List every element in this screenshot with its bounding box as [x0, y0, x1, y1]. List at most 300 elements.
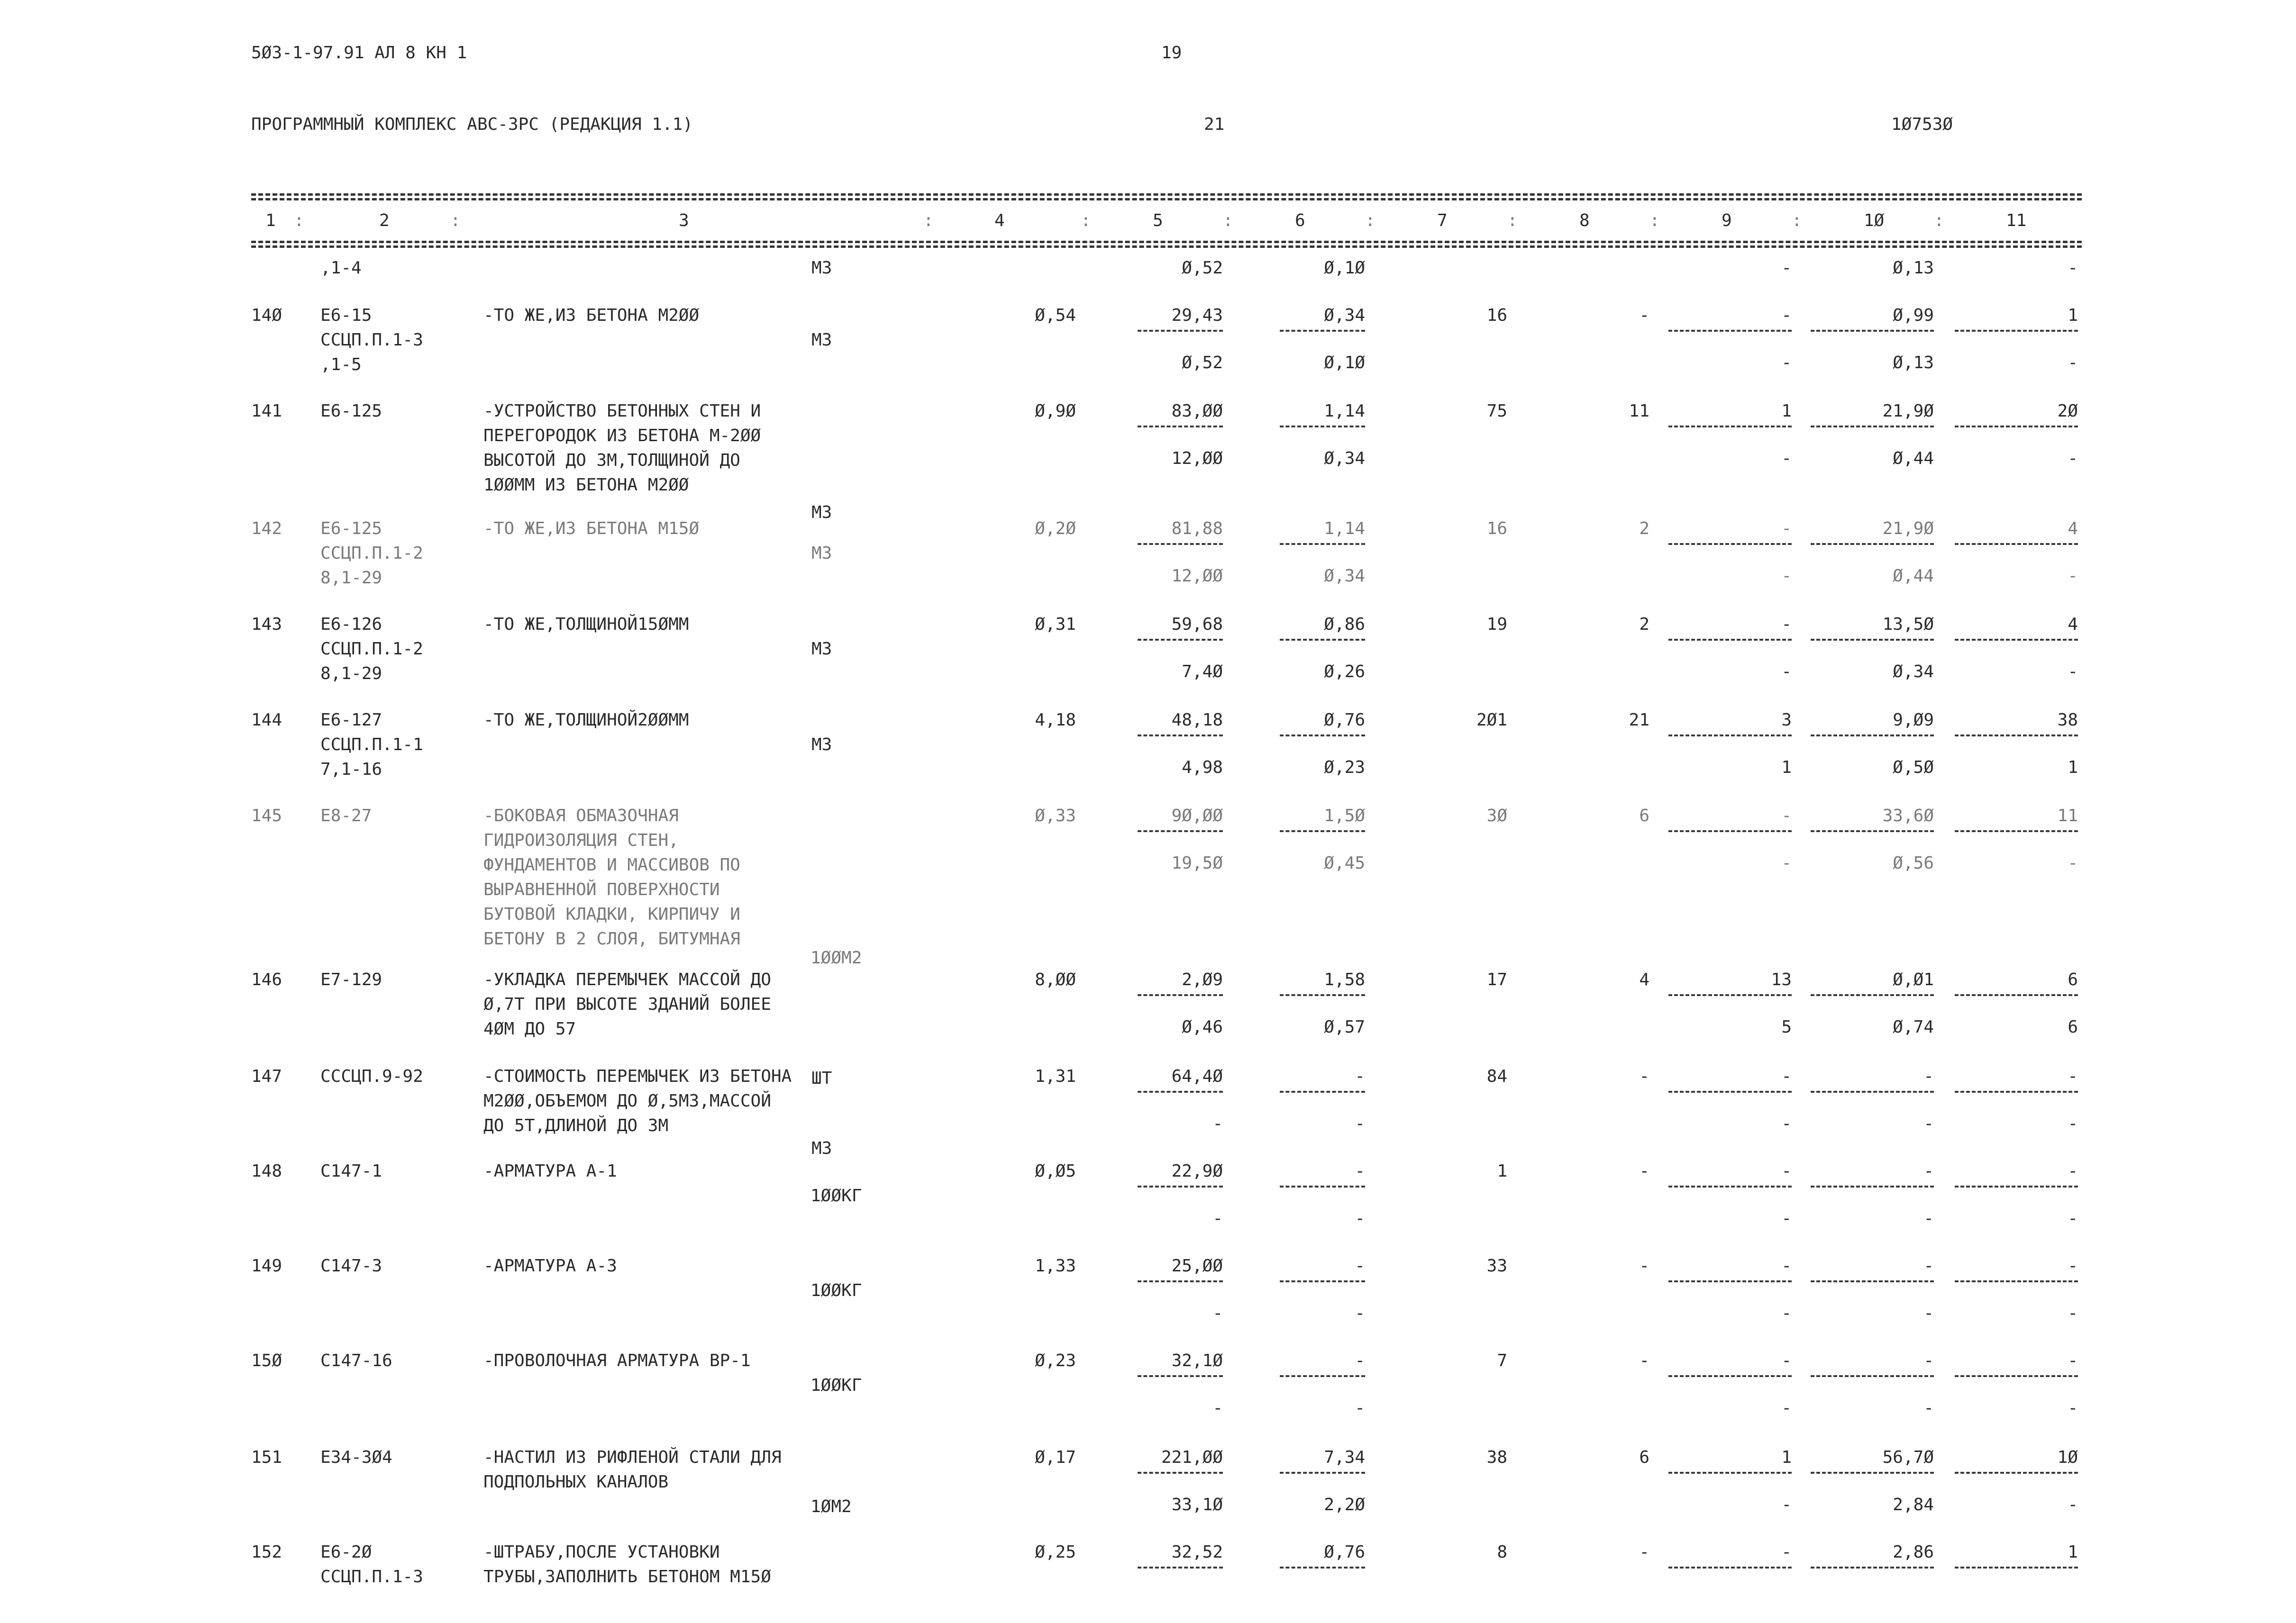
work-description: -ТО ЖЕ,ИЗ БЕТОНА М15Ø [483, 519, 700, 538]
value-c10: Ø,99 [1893, 306, 1934, 325]
row-number: 14Ø [251, 306, 282, 325]
value-c5: 59,68 [1171, 615, 1223, 634]
norm-code: С147-16 [320, 1351, 392, 1370]
work-description: -ШТРАБУ,ПОСЛЕ УСТАНОВКИ [483, 1542, 720, 1562]
value-underline [1280, 830, 1365, 832]
norm-code: Е6-15 [320, 306, 372, 325]
value-underline [1811, 639, 1934, 641]
column-separator: : [450, 211, 461, 230]
value-c4: Ø,31 [1035, 615, 1076, 634]
unit-of-measure: М3 [811, 735, 832, 754]
value-underline [1955, 1280, 2078, 1282]
value-c8: 4 [1639, 970, 1649, 989]
value-c10: 33,6Ø [1882, 806, 1934, 825]
value-c5: 64,4Ø [1171, 1067, 1223, 1086]
norm-code: 7,1-16 [320, 760, 383, 779]
value-c8: - [1639, 1067, 1649, 1086]
value-c4: Ø,17 [1035, 1448, 1076, 1467]
value-c8: 6 [1639, 806, 1649, 825]
work-description: -ТО ЖЕ,ИЗ БЕТОНА М2ØØ [483, 306, 700, 325]
unit-of-measure: 1ØØКГ [811, 1186, 862, 1206]
value-c5: Ø,52 [1182, 258, 1223, 278]
work-description: ВЫРАВНЕННОЙ ПОВЕРХНОСТИ [483, 880, 720, 899]
value-c6: 1,58 [1324, 970, 1365, 989]
value-c7: 1 [1497, 1161, 1507, 1181]
work-description: ПЕРЕГОРОДОК ИЗ БЕТОНА М-2ØØ [483, 426, 761, 445]
column-header: 6 [1295, 211, 1305, 230]
column-header: 2 [379, 211, 390, 230]
row-number: 142 [251, 519, 282, 538]
column-separator: : [1081, 211, 1091, 230]
column-separator: : [1792, 211, 1802, 230]
norm-code: ССЦП.П.1-2 [320, 639, 423, 659]
row-number: 15Ø [251, 1351, 282, 1370]
value-sub-c6: - [1355, 1398, 1365, 1418]
value-sub-c9: - [1781, 853, 1792, 873]
norm-code: ССЦП.П.1-3 [320, 1567, 423, 1587]
value-sub-c6: Ø,45 [1324, 853, 1365, 873]
value-c6: 1,5Ø [1324, 806, 1365, 825]
value-underline [1955, 1186, 2078, 1188]
value-underline [1668, 330, 1792, 332]
value-c4: 8,ØØ [1035, 970, 1076, 989]
value-c9: - [1781, 1256, 1792, 1276]
value-sub-c11: - [2068, 1398, 2078, 1418]
value-c11: 1 [2068, 1542, 2078, 1562]
value-underline [1280, 994, 1365, 996]
value-sub-c9: - [1781, 353, 1792, 372]
value-underline [1955, 1375, 2078, 1377]
unit-of-measure: 1ØØМ2 [811, 948, 862, 968]
value-underline [1668, 426, 1792, 427]
value-c9: - [1781, 1351, 1792, 1370]
value-c6: Ø,86 [1324, 615, 1365, 634]
value-sub-c9: - [1781, 449, 1792, 468]
value-c5: 32,52 [1171, 1542, 1223, 1562]
unit-of-measure: М3 [811, 1139, 832, 1158]
value-c7: 8 [1497, 1542, 1507, 1562]
column-header: 8 [1579, 211, 1590, 230]
value-underline [1955, 639, 2078, 641]
value-c10: - [1923, 1256, 1934, 1276]
value-underline [1138, 830, 1223, 832]
value-sub-c6: - [1355, 1304, 1365, 1323]
norm-code: ,1-4 [320, 258, 362, 278]
value-sub-c9: 5 [1781, 1017, 1792, 1037]
value-sub-c6: 2,2Ø [1324, 1495, 1365, 1514]
value-underline [1138, 994, 1223, 996]
unit-of-measure: М3 [811, 544, 832, 563]
value-underline [1280, 639, 1365, 641]
norm-code: 8,1-29 [320, 568, 383, 588]
value-c7: 7 [1497, 1351, 1507, 1370]
value-sub-c9: - [1781, 1495, 1792, 1514]
value-c5: 29,43 [1171, 306, 1223, 325]
value-c4: Ø,2Ø [1035, 519, 1076, 538]
work-description: 4ØМ ДО 57 [483, 1019, 576, 1039]
value-underline [1280, 1280, 1365, 1282]
unit-of-measure: М3 [811, 639, 832, 659]
document-code: 5Ø3-1-97.91 АЛ 8 КН 1 [251, 43, 467, 63]
value-c9: 1 [1781, 1448, 1792, 1467]
value-underline [1668, 1472, 1792, 1474]
value-c10: 21,9Ø [1882, 401, 1934, 421]
value-sub-c11: - [2068, 1209, 2078, 1228]
value-underline [1280, 543, 1365, 545]
norm-code: ,1-5 [320, 355, 362, 374]
value-c10: Ø,Ø1 [1893, 970, 1934, 989]
value-c8: 21 [1629, 710, 1649, 730]
value-c6: Ø,76 [1324, 1542, 1365, 1562]
value-sub-c10: Ø,74 [1893, 1017, 1934, 1037]
work-description: -СТОИМОСТЬ ПЕРЕМЫЧЕК ИЗ БЕТОНА [483, 1067, 792, 1086]
value-underline [1138, 1567, 1223, 1569]
value-c7: 75 [1486, 401, 1507, 421]
norm-code: ССЦП.П.1-2 [320, 544, 423, 563]
value-sub-c6: Ø,34 [1324, 566, 1365, 586]
unit-of-measure: М3 [811, 503, 832, 522]
value-c11: 1Ø [2057, 1448, 2078, 1467]
norm-code: Е6-127 [320, 710, 383, 730]
value-c5: 81,88 [1171, 519, 1223, 538]
value-sub-c6: - [1355, 1114, 1365, 1133]
value-underline [1811, 1091, 1934, 1093]
value-underline [1811, 330, 1934, 332]
value-sub-c5: Ø,46 [1182, 1017, 1223, 1037]
value-underline [1280, 330, 1365, 332]
value-underline [1138, 1091, 1223, 1093]
value-c7: 17 [1486, 970, 1507, 989]
work-description: -УКЛАДКА ПЕРЕМЫЧЕК МАССОЙ ДО [483, 970, 771, 989]
value-c7: 16 [1486, 306, 1507, 325]
norm-code: ССЦП.П.1-3 [320, 330, 423, 350]
value-sub-c5: 12,ØØ [1171, 566, 1223, 586]
work-description: ГИДРОИЗОЛЯЦИЯ СТЕН, [483, 831, 679, 850]
work-description: -ТО ЖЕ,ТОЛЩИНОЙ2ØØММ [483, 710, 689, 730]
value-c10: Ø,13 [1893, 258, 1934, 278]
unit-of-measure: 1ØМ2 [811, 1497, 852, 1516]
work-description: -НАСТИЛ ИЗ РИФЛЕНОЙ СТАЛИ ДЛЯ [483, 1448, 782, 1467]
norm-code: Е6-126 [320, 615, 383, 634]
unit-of-measure: М3 [811, 330, 832, 350]
value-underline [1668, 639, 1792, 641]
value-c6: - [1355, 1351, 1365, 1370]
value-c5: 32,1Ø [1171, 1351, 1223, 1370]
value-c11: 38 [2057, 710, 2078, 730]
value-underline [1280, 1091, 1365, 1093]
value-c9: 3 [1781, 710, 1792, 730]
value-sub-c10: 2,84 [1893, 1495, 1934, 1514]
value-underline [1138, 330, 1223, 332]
value-c8: - [1639, 1542, 1649, 1562]
header-bottom-rule [251, 241, 2082, 243]
unit-of-measure: 1ØØКГ [811, 1376, 862, 1395]
column-header: 1Ø [1864, 211, 1885, 230]
norm-code: Е6-2Ø [320, 1542, 372, 1562]
value-c9: - [1781, 1542, 1792, 1562]
value-c11: 4 [2068, 615, 2078, 634]
value-c9: - [1781, 806, 1792, 825]
value-c4: Ø,23 [1035, 1351, 1076, 1370]
value-underline [1955, 830, 2078, 832]
value-c11: - [2068, 1161, 2078, 1181]
work-description: БУТОВОЙ КЛАДКИ, КИРПИЧУ И [483, 905, 740, 924]
table-top-rule-2 [251, 198, 2082, 200]
work-description: ТРУБЫ,ЗАПОЛНИТЬ БЕТОНОМ М15Ø [483, 1567, 771, 1587]
work-description: 1ØØММ ИЗ БЕТОНА М2ØØ [483, 475, 689, 495]
value-c9: 1 [1781, 401, 1792, 421]
value-c4: Ø,9Ø [1035, 401, 1076, 421]
value-c8: 11 [1629, 401, 1649, 421]
value-underline [1138, 639, 1223, 641]
value-underline [1138, 1375, 1223, 1377]
value-underline [1668, 543, 1792, 545]
work-description: -ТО ЖЕ,ТОЛЩИНОЙ15ØММ [483, 615, 689, 634]
value-sub-c11: - [2068, 853, 2078, 873]
value-underline [1138, 1280, 1223, 1282]
value-sub-c5: 12,ØØ [1171, 449, 1223, 468]
value-c11: 1 [2068, 306, 2078, 325]
value-sub-c11: - [2068, 353, 2078, 372]
value-c7: 19 [1486, 615, 1507, 634]
value-c6: 1,14 [1324, 519, 1365, 538]
value-c11: 11 [2057, 806, 2078, 825]
value-c4: Ø,33 [1035, 806, 1076, 825]
value-c10: 56,7Ø [1882, 1448, 1934, 1467]
norm-code: Е8-27 [320, 806, 372, 825]
value-sub-c5: - [1212, 1304, 1223, 1323]
value-c9: - [1781, 258, 1792, 278]
value-underline [1668, 830, 1792, 832]
value-sub-c5: - [1212, 1209, 1223, 1228]
column-header: 7 [1437, 211, 1448, 230]
value-underline [1138, 426, 1223, 427]
value-sub-c10: Ø,34 [1893, 662, 1934, 681]
value-sub-c11: - [2068, 566, 2078, 586]
value-sub-c11: - [2068, 1495, 2078, 1514]
unit-of-measure: М3 [811, 258, 832, 278]
value-underline [1955, 330, 2078, 332]
value-sub-c5: 7,4Ø [1182, 662, 1223, 681]
work-description: Ø,7Т ПРИ ВЫСОТЕ ЗДАНИЙ БОЛЕЕ [483, 995, 771, 1014]
value-c11: 2Ø [2057, 401, 2078, 421]
value-underline [1955, 1567, 2078, 1569]
page-number: 21 [1204, 115, 1225, 134]
value-c6: Ø,76 [1324, 710, 1365, 730]
value-c9: - [1781, 519, 1792, 538]
norm-code: ССЦП.П.1-1 [320, 735, 423, 754]
value-c5: 9Ø,ØØ [1171, 806, 1223, 825]
value-c7: 2Ø1 [1476, 710, 1507, 730]
column-separator: : [1223, 211, 1233, 230]
value-sub-c10: Ø,56 [1893, 853, 1934, 873]
value-underline [1668, 734, 1792, 736]
value-underline [1955, 734, 2078, 736]
value-c5: 83,ØØ [1171, 401, 1223, 421]
value-c7: 38 [1486, 1448, 1507, 1467]
header-bottom-rule-2 [251, 245, 2082, 248]
row-number: 147 [251, 1067, 282, 1086]
row-number: 151 [251, 1448, 282, 1467]
row-number: 152 [251, 1542, 282, 1562]
value-sub-c6: Ø,1Ø [1324, 353, 1365, 372]
value-underline [1138, 1472, 1223, 1474]
value-underline [1138, 734, 1223, 736]
value-c6: Ø,34 [1324, 306, 1365, 325]
value-sub-c9: - [1781, 1398, 1792, 1418]
row-number: 144 [251, 710, 282, 730]
value-c8: - [1639, 306, 1649, 325]
value-sub-c6: Ø,34 [1324, 449, 1365, 468]
value-sub-c5: - [1212, 1114, 1223, 1133]
value-underline [1668, 994, 1792, 996]
value-c6: 1,14 [1324, 401, 1365, 421]
value-sub-c6: Ø,26 [1324, 662, 1365, 681]
value-underline [1668, 1280, 1792, 1282]
norm-code: С147-1 [320, 1161, 383, 1181]
value-underline [1668, 1375, 1792, 1377]
work-description: -АРМАТУРА А-3 [483, 1256, 617, 1276]
value-underline [1811, 994, 1934, 996]
value-c5: 48,18 [1171, 710, 1223, 730]
value-c8: - [1639, 1256, 1649, 1276]
value-underline [1280, 426, 1365, 427]
norm-code: Е6-125 [320, 519, 383, 538]
sheet-number: 19 [1161, 43, 1182, 63]
value-c10: 9,Ø9 [1893, 710, 1934, 730]
table-top-rule [251, 193, 2082, 196]
value-sub-c11: - [2068, 1304, 2078, 1323]
value-sub-c11: - [2068, 1114, 2078, 1133]
unit-of-measure: 1ØØКГ [811, 1281, 862, 1300]
value-underline [1668, 1186, 1792, 1188]
value-underline [1668, 1091, 1792, 1093]
value-c10: - [1923, 1161, 1934, 1181]
value-sub-c6: Ø,57 [1324, 1017, 1365, 1037]
value-underline [1138, 1186, 1223, 1188]
value-c11: 4 [2068, 519, 2078, 538]
value-c6: - [1355, 1161, 1365, 1181]
value-sub-c5: 19,5Ø [1171, 853, 1223, 873]
value-sub-c5: 33,1Ø [1171, 1495, 1223, 1514]
work-description: ВЫСОТОЙ ДО 3М,ТОЛЩИНОЙ ДО [483, 451, 740, 470]
norm-code: Е6-125 [320, 401, 383, 421]
value-c6: Ø,1Ø [1324, 258, 1365, 278]
value-c9: - [1781, 1067, 1792, 1086]
value-c8: 2 [1639, 519, 1649, 538]
value-c11: - [2068, 258, 2078, 278]
work-description: -АРМАТУРА А-1 [483, 1161, 617, 1181]
column-header: 9 [1722, 211, 1732, 230]
column-separator: : [1365, 211, 1376, 230]
value-underline [1955, 994, 2078, 996]
value-underline [1280, 1472, 1365, 1474]
document-id: 1Ø753Ø [1891, 115, 1953, 134]
value-sub-c10: Ø,44 [1893, 449, 1934, 468]
row-number: 141 [251, 401, 282, 421]
value-c9: - [1781, 615, 1792, 634]
norm-code: С147-3 [320, 1256, 383, 1276]
value-sub-c11: 1 [2068, 758, 2078, 777]
value-sub-c11: - [2068, 662, 2078, 681]
value-c7: 84 [1486, 1067, 1507, 1086]
value-underline [1668, 1567, 1792, 1569]
column-header: 5 [1153, 211, 1163, 230]
value-underline [1811, 1375, 1934, 1377]
column-separator: : [1507, 211, 1518, 230]
value-c5: 2,Ø9 [1182, 970, 1223, 989]
value-c6: - [1355, 1067, 1365, 1086]
value-c8: 6 [1639, 1448, 1649, 1467]
value-sub-c9: - [1781, 1209, 1792, 1228]
value-c4: Ø,54 [1035, 306, 1076, 325]
value-sub-c9: - [1781, 566, 1792, 586]
value-sub-c9: - [1781, 1304, 1792, 1323]
value-underline [1811, 734, 1934, 736]
value-c10: - [1923, 1067, 1934, 1086]
value-c10: 2,86 [1893, 1542, 1934, 1562]
value-c4: 4,18 [1035, 710, 1076, 730]
row-number: 149 [251, 1256, 282, 1276]
program-title: ПРОГРАММНЫЙ КОМПЛЕКС АВС-ЗРС (РЕДАКЦИЯ 1.1) [251, 115, 693, 134]
value-sub-c10: Ø,44 [1893, 566, 1934, 586]
value-sub-c5: Ø,52 [1182, 353, 1223, 372]
column-header: 11 [2006, 211, 2027, 230]
value-c9: 13 [1771, 970, 1792, 989]
value-c6: - [1355, 1256, 1365, 1276]
value-sub-c11: 6 [2068, 1017, 2078, 1037]
value-underline [1811, 543, 1934, 545]
value-c7: 3Ø [1486, 806, 1507, 825]
unit-of-measure: ШТ [811, 1069, 832, 1088]
column-separator: : [1934, 211, 1944, 230]
value-c7: 16 [1486, 519, 1507, 538]
value-underline [1280, 1186, 1365, 1188]
value-c5: 22,9Ø [1171, 1161, 1223, 1181]
value-sub-c9: - [1781, 662, 1792, 681]
value-c8: - [1639, 1161, 1649, 1181]
value-c11: - [2068, 1256, 2078, 1276]
value-c10: 13,5Ø [1882, 615, 1934, 634]
value-c5: 25,ØØ [1171, 1256, 1223, 1276]
value-underline [1280, 1375, 1365, 1377]
work-description: ФУНДАМЕНТОВ И МАССИВОВ ПО [483, 855, 740, 875]
value-sub-c10: Ø,13 [1893, 353, 1934, 372]
value-underline [1811, 426, 1934, 427]
value-underline [1280, 734, 1365, 736]
column-header: 3 [679, 211, 689, 230]
norm-code: Е34-3Ø4 [320, 1448, 392, 1467]
column-header: 4 [994, 211, 1005, 230]
column-header: 1 [265, 211, 276, 230]
value-c11: 6 [2068, 970, 2078, 989]
column-separator: : [923, 211, 934, 230]
row-number: 145 [251, 806, 282, 825]
value-c9: - [1781, 1161, 1792, 1181]
work-description: -ПРОВОЛОЧНАЯ АРМАТУРА ВР-1 [483, 1351, 751, 1370]
value-sub-c6: Ø,23 [1324, 758, 1365, 777]
norm-code: Е7-129 [320, 970, 383, 989]
row-number: 148 [251, 1161, 282, 1181]
work-description: -БОКОВАЯ ОБМАЗОЧНАЯ [483, 806, 679, 825]
value-underline [1811, 1567, 1934, 1569]
value-c11: - [2068, 1067, 2078, 1086]
value-c4: Ø,25 [1035, 1542, 1076, 1562]
work-description: ПОДПОЛЬНЫХ КАНАЛОВ [483, 1472, 669, 1492]
work-description: М2ØØ,ОБЪЕМОМ ДО Ø,5М3,МАССОЙ [483, 1091, 771, 1111]
value-underline [1811, 1472, 1934, 1474]
row-number: 146 [251, 970, 282, 989]
